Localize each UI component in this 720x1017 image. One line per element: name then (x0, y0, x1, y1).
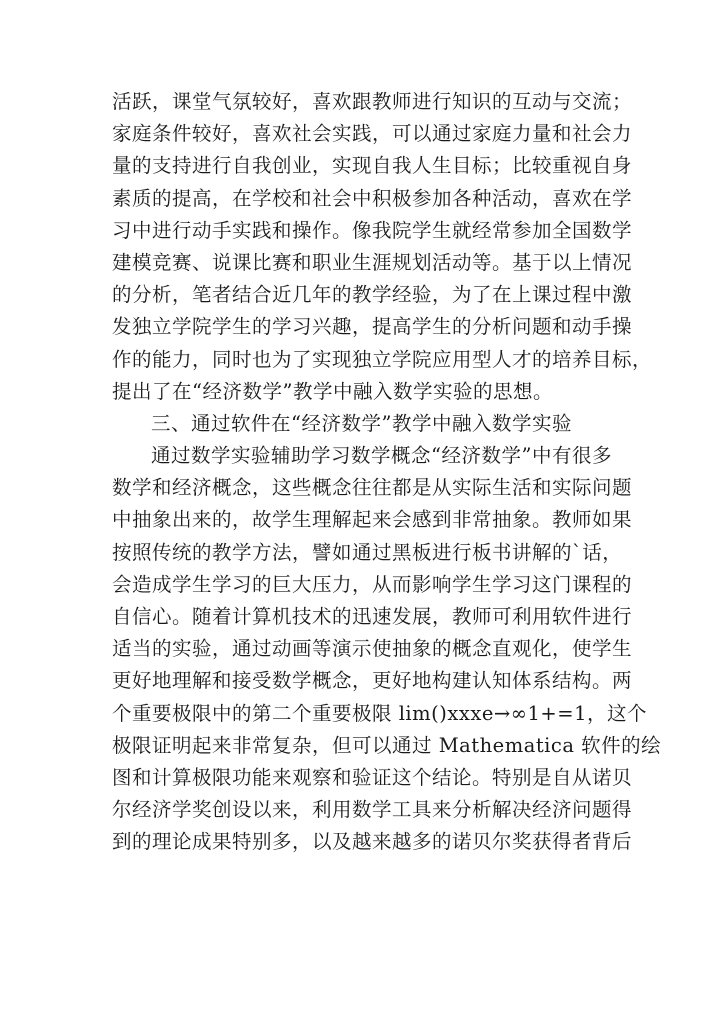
text-line: 中抽象出来的，故学生理解起来会感到非常抽象。教师如果 (112, 508, 633, 532)
text-line: 建模竞赛、说课比赛和职业生涯规划活动等。基于以上情况 (112, 250, 633, 274)
text-line: 按照传统的教学方法，譬如通过黑板进行板书讲解的`话， (112, 540, 623, 564)
text-line: 到的理论成果特别多，以及越来越多的诺贝尔奖获得者背后 (112, 830, 633, 854)
text-line: 图和计算极限功能来观察和验证这个结论。特别是自从诺贝 (112, 765, 633, 789)
text-line: 习中进行动手实践和操作。像我院学生就经常参加全国数学 (112, 218, 633, 242)
text-line: 尔经济学奖创设以来，利用数学工具来分析解决经济问题得 (112, 798, 633, 822)
text-line: 极限证明起来非常复杂，但可以通过 Mathematica 软件的绘 (112, 733, 662, 757)
text-line: 适当的实验，通过动画等演示使抽象的概念直观化，使学生 (112, 637, 633, 661)
text-line: 数学和经济概念，这些概念往往都是从实际生活和实际问题 (112, 476, 633, 500)
section-heading: 三、通过软件在“经济数学”教学中融入数学实验 (151, 411, 572, 435)
text-line: 更好地理解和接受数学概念，更好地构建认知体系结构。两 (112, 669, 633, 693)
text-line: 素质的提高，在学校和社会中积极参加各种活动，喜欢在学 (112, 186, 633, 210)
body-text (112, 86, 662, 859)
text-line: 自信心。随着计算机技术的迅速发展，教师可利用软件进行 (112, 605, 633, 628)
text-line: 发独立学院学生的学习兴趣，提高学生的分析问题和动手操 (112, 315, 633, 339)
text-line: 的分析，笔者结合近几年的教学经验，为了在上课过程中激 (112, 283, 633, 307)
text-line: 通过数学实验辅助学习数学概念“经济数学”中有很多 (151, 444, 612, 468)
text-line: 个重要极限中的第二个重要极限 lim()xxxe→∞1+=1，这个 (112, 701, 647, 725)
text-line: 家庭条件较好，喜欢社会实践，可以通过家庭力量和社会力 (112, 122, 633, 146)
text-line: 作的能力，同时也为了实现独立学院应用型人才的培养目标， (112, 347, 653, 371)
text-line: 会造成学生学习的巨大压力，从而影响学生学习这门课程的 (112, 572, 633, 596)
text-line: 量的支持进行自我创业，实现自我人生目标；比较重视自身 (112, 154, 633, 178)
text-line: 提出了在“经济数学”教学中融入数学实验的思想。 (112, 379, 553, 403)
text-line: 活跃，课堂气氛较好，喜欢跟教师进行知识的互动与交流； (112, 90, 633, 113)
